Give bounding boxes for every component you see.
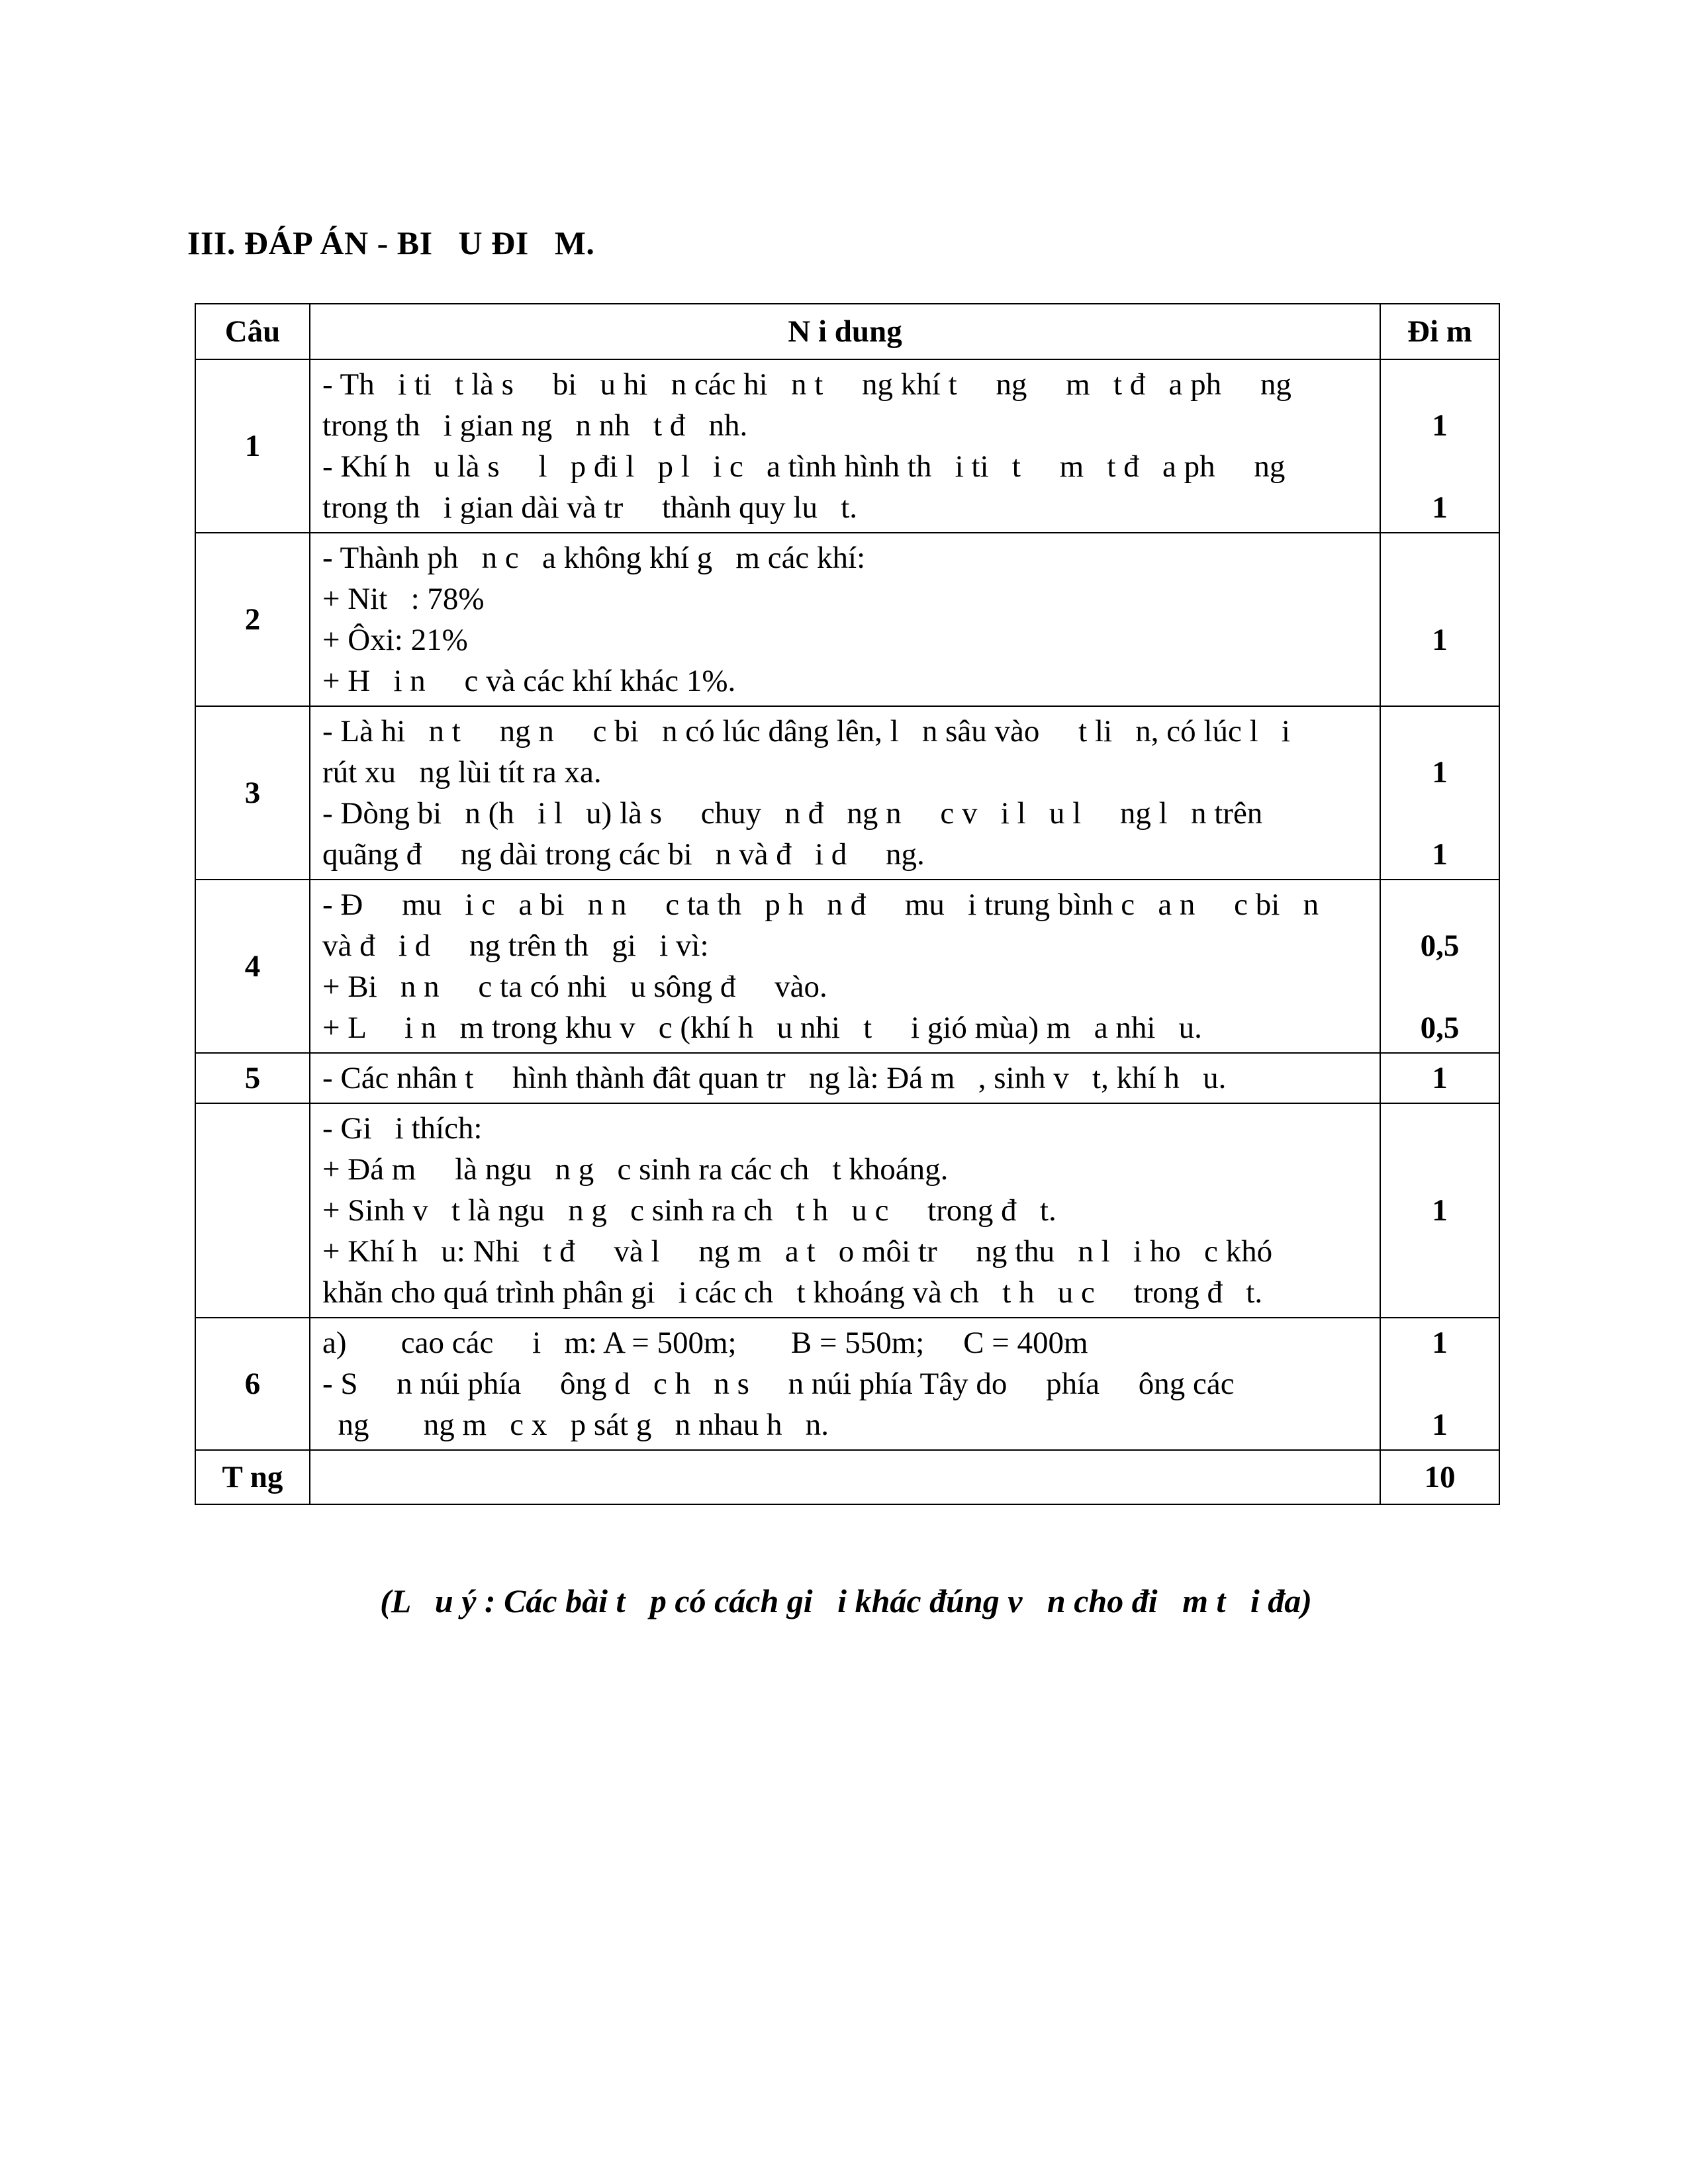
answer-content: [310, 1053, 1380, 1103]
answer-content: [310, 1103, 1380, 1318]
answer-line: ng ng m c x p sát g n nhau h n.: [322, 1408, 829, 1442]
question-number: 5: [195, 1053, 310, 1103]
total-row: [195, 1450, 1499, 1504]
score-value: [1381, 966, 1499, 1007]
score-value: [1381, 578, 1499, 619]
score-value: 1: [1432, 1193, 1448, 1228]
answer-line: + Ôxi: 21%: [322, 623, 468, 657]
question-number: 3: [195, 706, 310, 880]
score-cell: [1380, 1318, 1499, 1450]
score-value: [1381, 537, 1499, 578]
answer-content: [310, 706, 1380, 880]
table-row: [195, 1053, 1499, 1103]
table-header-row: [195, 304, 1499, 359]
answer-table: [195, 303, 1500, 1505]
answer-line: + Nit : 78%: [322, 582, 485, 616]
answer-line: a) cao các i m: A = 500m; B = 550m; C = 400m: [322, 1326, 1088, 1360]
score-value: [1381, 793, 1499, 834]
score-value: 1: [1432, 1326, 1448, 1360]
score-cell: [1380, 1053, 1499, 1103]
answer-line: trong th i gian ng n nh t đ nh.: [322, 408, 748, 443]
score-cell: [1380, 359, 1499, 533]
answer-line: + Khí h u: Nhi t đ và l ng m a t o môi tr ng thu n l i ho c khó: [322, 1234, 1273, 1269]
question-number: 1: [195, 359, 310, 533]
header-cau: Câu: [195, 304, 310, 359]
question-number: 4: [195, 880, 310, 1053]
score-value: [1381, 1108, 1499, 1149]
score-value: 1: [1432, 623, 1448, 657]
answer-line: trong th i gian dài và tr thành quy lu t.: [322, 490, 858, 525]
score-value: [1381, 364, 1499, 405]
score-value: [1381, 660, 1499, 702]
answer-line: + Sinh v t là ngu n g c sinh ra ch t h u c trong đ t.: [322, 1193, 1056, 1228]
score-value: 1: [1432, 1408, 1448, 1442]
answer-content: [310, 880, 1380, 1053]
score-value: 0,5: [1420, 1011, 1460, 1045]
question-number: 6: [195, 1318, 310, 1450]
answer-line: + L i n m trong khu v c (khí h u nhi t i gió mùa) m a nhi u.: [322, 1011, 1202, 1045]
table-row: [195, 1318, 1499, 1450]
score-cell: [1380, 1103, 1499, 1318]
section-heading: III. ĐÁP ÁN - BI U ĐI M.: [187, 224, 595, 261]
note: (L u ý : Các bài t p có cách gi i khác đúng v n cho đi m t i đa): [380, 1582, 1312, 1619]
score-value: [1381, 1149, 1499, 1190]
answer-content: [310, 359, 1380, 533]
total-value: 10: [1380, 1450, 1499, 1504]
score-value: 1: [1432, 408, 1448, 443]
table-row: [195, 1103, 1499, 1318]
score-value: 1: [1432, 490, 1448, 525]
answer-line: rút xu ng lùi tít ra xa.: [322, 755, 602, 790]
answer-line: - Thành ph n c a không khí g m các khí:: [322, 541, 866, 575]
answer-line: + Bi n n c ta có nhi u sông đ vào.: [322, 970, 827, 1004]
header-noi-dung: N i dung: [310, 304, 1380, 359]
question-number: [195, 1103, 310, 1318]
answer-line: - Dòng bi n (h i l u) là s chuy n đ ng n c v i l u l ng l n trên: [322, 796, 1263, 831]
answer-line: - Gi i thích:: [322, 1111, 483, 1146]
answer-line: - Là hi n t ng n c bi n có lúc dâng lên, l n sâu vào t li n, có lúc l i: [322, 714, 1290, 749]
answer-line: + Đá m là ngu n g c sinh ra các ch t khoáng.: [322, 1152, 949, 1187]
answer-line: và đ i d ng trên th gi i vì:: [322, 929, 709, 963]
answer-line: - S n núi phía ông d c h n s n núi phía Tây do phía ông các: [322, 1367, 1235, 1401]
score-value: [1381, 446, 1499, 487]
score-value: [1381, 1272, 1499, 1313]
table-row: [195, 880, 1499, 1053]
header-diem: Đi m: [1380, 304, 1499, 359]
table-row: [195, 533, 1499, 706]
score-value: 1: [1432, 1061, 1448, 1095]
score-cell: [1380, 880, 1499, 1053]
answer-line: - Khí h u là s l p đi l p l i c a tình hình th i ti t m t đ a ph ng: [322, 449, 1286, 484]
question-number: 2: [195, 533, 310, 706]
score-cell: [1380, 706, 1499, 880]
score-value: 1: [1432, 755, 1448, 790]
score-value: 1: [1432, 837, 1448, 872]
answer-line: quãng đ ng dài trong các bi n và đ i d ng.: [322, 837, 925, 872]
score-value: [1381, 711, 1499, 752]
table-row: [195, 706, 1499, 880]
answer-content: [310, 1318, 1380, 1450]
answer-content: [310, 533, 1380, 706]
score-value: [1381, 1363, 1499, 1404]
score-value: [1381, 1231, 1499, 1272]
answer-line: + H i n c và các khí khác 1%.: [322, 664, 736, 698]
answer-line: - Các nhân t hình thành đât quan tr ng là: Đá m , sinh v t, khí h u.: [322, 1061, 1227, 1095]
table-row: [195, 359, 1499, 533]
answer-line: khăn cho quá trình phân gi i các ch t khoáng và ch t h u c trong đ t.: [322, 1275, 1263, 1310]
score-value: [1381, 884, 1499, 925]
answer-line: - Th i ti t là s bi u hi n các hi n t ng khí t ng m t đ a ph ng: [322, 367, 1291, 402]
total-label: T ng: [195, 1450, 310, 1504]
answer-line: - Đ mu i c a bi n n c ta th p h n đ mu i trung bình c a n c bi n: [322, 887, 1319, 922]
score-value: 0,5: [1420, 929, 1460, 963]
score-cell: [1380, 533, 1499, 706]
total-content: [310, 1450, 1380, 1504]
